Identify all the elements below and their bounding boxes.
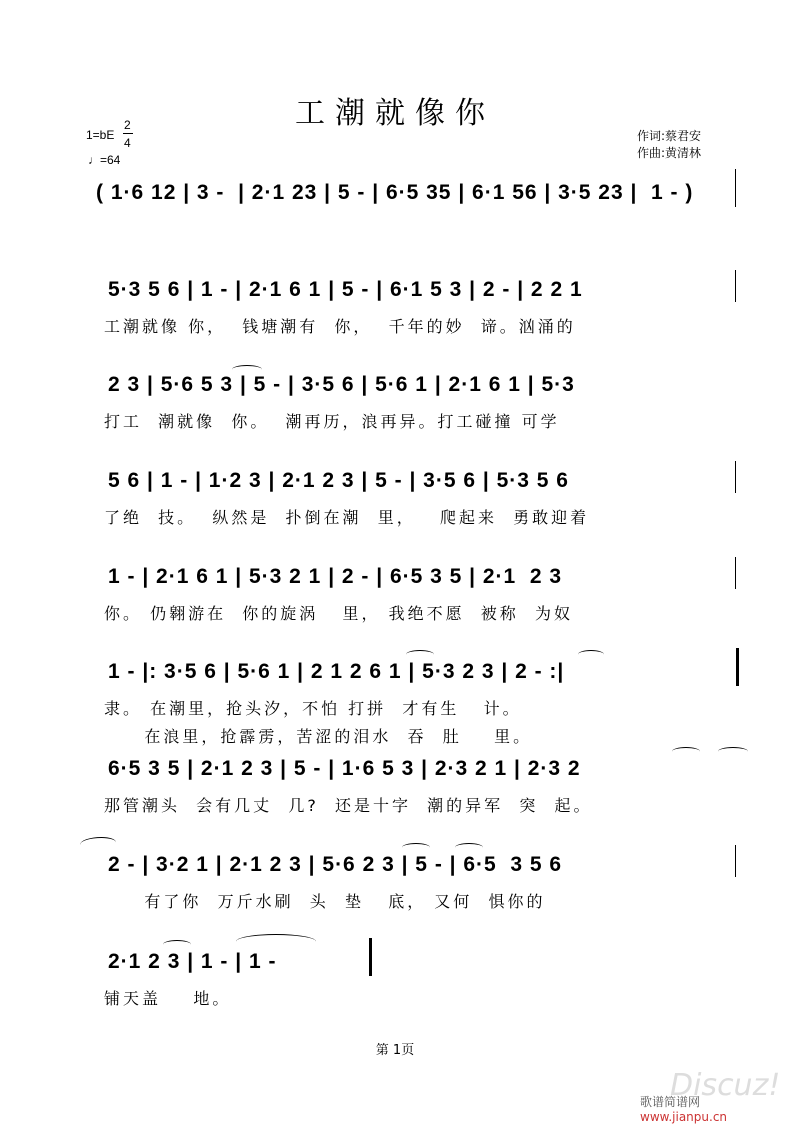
lyric-line: 工潮就像 你， 钱塘潮有 你， 千年的妙 谛。汹涌的 — [104, 317, 576, 336]
score-system-7 — [0, 853, 790, 949]
score-system-5 — [0, 660, 790, 756]
lyric-line: 有了你 万斤水刷 头 垫 底， 又何 惧你的 — [104, 892, 546, 911]
watermark-text — [640, 1093, 790, 1124]
barline — [735, 845, 736, 877]
score-system-8 — [0, 950, 790, 1046]
slur-mark — [406, 650, 434, 659]
slur-mark — [455, 843, 483, 852]
tempo-marking: ♩=64 — [88, 153, 121, 167]
notation-line: 6·5 3 5 | 2·1 2 3 | 5 - | 1·6 5 3 | 2·3 2 1 | 2·3 2 — [108, 757, 581, 780]
slur-mark — [236, 934, 316, 949]
notation-line: 1 - |: 3·5 6 | 5·6 1 | 2 1 2 6 1 | 5·3 2 3 | 2 - :| — [108, 660, 565, 683]
slur-mark — [402, 843, 430, 852]
song-title: 工潮就像你 — [295, 96, 495, 131]
barline — [735, 557, 736, 589]
notation-line: 2·1 2 3 | 1 - | 1 - — [108, 950, 277, 973]
notation-line: 2 3 | 5·6 5 3 | 5 - | 3·5 6 | 5·6 1 | 2·1 6 1 | 5·3 — [108, 373, 575, 396]
slur-mark — [672, 747, 700, 756]
slur-mark — [163, 940, 191, 949]
score-system-2 — [0, 373, 790, 469]
notation-line: 5 6 | 1 - | 1·2 3 | 2·1 2 3 | 5 - | 3·5 6 | 5·3 5 6 — [108, 469, 569, 492]
watermark-url: www.jianpu.cn — [640, 1110, 728, 1124]
lyric-line: 在浪里，抢霹雳，苦涩的泪水 吞 肚 里。 — [104, 727, 533, 746]
lyric-line: 隶。 在潮里，抢头汐，不怕 打拼 才有生 计。 — [104, 699, 522, 718]
page-number: 第 1页 — [375, 1043, 415, 1058]
notation-line: 2 - | 3·2 1 | 2·1 2 3 | 5·6 2 3 | 5 - | 6·5 3 5 6 — [108, 853, 563, 876]
score-system-intro — [0, 181, 790, 277]
slur-mark — [578, 650, 604, 659]
score-system-6 — [0, 757, 790, 853]
time-signature-bottom: 4 — [124, 136, 131, 150]
watermark-site: 歌谱简谱网 — [640, 1095, 701, 1109]
lyric-line: 铺天盖 地。 — [104, 989, 232, 1008]
notation-line: 1 - | 2·1 6 1 | 5·3 2 1 | 2 - | 6·5 3 5 | 2·1 2 3 — [108, 565, 563, 588]
lyric-line: 了绝 技。 纵然是 扑倒在潮 里， 爬起来 勇敢迎着 — [104, 508, 590, 527]
time-signature-top: 2 — [124, 118, 131, 132]
lyric-line: 打工 潮就像 你。 潮再历，浪再异。打工碰撞 可学 — [104, 412, 560, 431]
repeat-barline — [736, 648, 739, 686]
notation-line: ( 1·6 12 | 3 - | 2·1 23 | 5 - | 6·5 35 | 6·1 56 | 3·5 23 | 1 - ) — [96, 181, 694, 204]
score-system-3 — [0, 469, 790, 565]
barline — [735, 270, 736, 302]
key-signature: 1=bE — [86, 128, 115, 142]
lyric-line: 那管潮头 会有几丈 几? 还是十字 潮的异军 突 起。 — [104, 796, 593, 815]
barline — [735, 169, 736, 207]
lyricist-credit: 作词:蔡君安 — [637, 129, 702, 143]
score-system-4 — [0, 565, 790, 661]
slur-mark — [232, 365, 262, 374]
slur-mark — [80, 837, 116, 850]
watermark-logo: Discuz! — [670, 1068, 781, 1103]
score-system-1 — [0, 278, 790, 374]
barline — [735, 461, 736, 493]
notation-line: 5·3 5 6 | 1 - | 2·1 6 1 | 5 - | 6·1 5 3 | 2 - | 2 2 1 — [108, 278, 583, 301]
slur-mark — [718, 747, 748, 756]
composer-credit: 作曲:黄清林 — [637, 146, 702, 160]
time-signature-divider — [123, 133, 133, 134]
final-barline — [369, 938, 372, 976]
lyric-line: 你。 仍翱游在 你的旋涡 里， 我绝不愿 被称 为奴 — [104, 604, 573, 623]
